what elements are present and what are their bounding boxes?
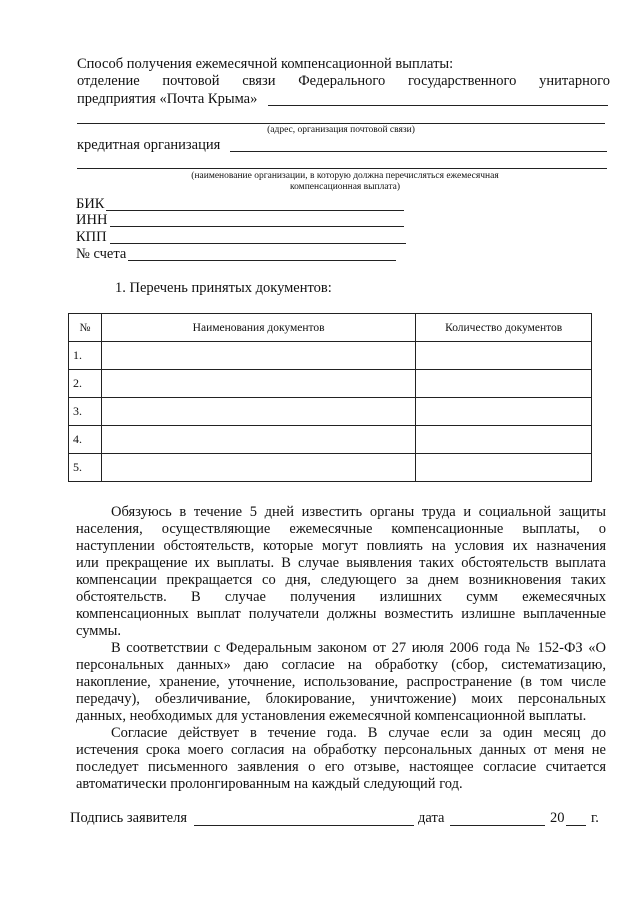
doc-count-cell[interactable] xyxy=(416,370,592,398)
obligation-line: Обязуюсь в течение 5 дней известить органы труда и социальной защиты xyxy=(111,504,606,520)
doc-count-cell[interactable] xyxy=(416,342,592,370)
validity-line: автоматически пролонгированным на каждый следующий год. xyxy=(76,776,463,792)
table-row xyxy=(69,454,592,482)
credit-org-fill-line[interactable] xyxy=(230,151,607,152)
payment-heading: Способ получения ежемесячной компенсационной выплаты: xyxy=(77,56,454,72)
doc-count-cell[interactable] xyxy=(416,454,592,482)
obligation-line: компенсационных выплат получатели должны возместить излишне выплаченные xyxy=(76,606,606,622)
col-header-doc-count: Количество документов xyxy=(416,314,592,342)
col-header-doc-name: Наименования документов xyxy=(101,314,415,342)
row-number: 5. xyxy=(69,454,102,482)
signature-fill-line[interactable] xyxy=(194,825,414,826)
validity-line: Согласие действует в течение года. В случае если за один месяц до xyxy=(111,725,606,741)
table-row xyxy=(69,398,592,426)
credit-org-label: кредитная организация xyxy=(77,137,221,153)
kpp-label: КПП xyxy=(76,229,107,245)
post-word: Федерального xyxy=(298,73,386,89)
doc-name-cell[interactable] xyxy=(101,426,415,454)
credit-org-fill-line-2[interactable] xyxy=(77,168,607,169)
table-row xyxy=(69,370,592,398)
post-word: унитарного xyxy=(539,73,610,89)
doc-count-cell[interactable] xyxy=(416,426,592,454)
obligation-line: наступлении обстоятельств, которые могут повлиять на условия их назначения xyxy=(76,538,606,554)
post-office-line xyxy=(77,73,610,90)
validity-line: истечения срока моего согласия на обработку персональных данных от меня не xyxy=(76,742,606,758)
bik-fill-line[interactable] xyxy=(106,210,404,211)
inn-label: ИНН xyxy=(76,212,108,228)
post-office-name: предприятия «Почта Крыма» xyxy=(77,91,258,107)
year-suffix: г. xyxy=(591,810,599,826)
row-number: 1. xyxy=(69,342,102,370)
credit-caption-2: компенсационная выплата) xyxy=(289,182,400,192)
doc-name-cell[interactable] xyxy=(101,342,415,370)
documents-title: 1. Перечень принятых документов: xyxy=(115,280,332,296)
doc-name-cell[interactable] xyxy=(101,370,415,398)
inn-fill-line[interactable] xyxy=(110,226,404,227)
doc-name-cell[interactable] xyxy=(101,398,415,426)
account-label: № счета xyxy=(76,246,127,262)
post-word: отделение xyxy=(77,73,140,89)
post-word: связи xyxy=(242,73,276,89)
obligation-line: населения, осуществляющие ежемесячные компенсационные выплаты, о xyxy=(76,521,606,537)
post-address-fill-line[interactable] xyxy=(77,123,605,124)
bik-label: БИК xyxy=(76,196,105,212)
obligation-line: или прекращение их выплаты. В случае выявления таких обстоятельств выплата xyxy=(76,555,606,571)
year-fill-line[interactable] xyxy=(566,825,586,826)
date-label: дата xyxy=(418,810,445,826)
kpp-fill-line[interactable] xyxy=(110,243,406,244)
table-row xyxy=(69,426,592,454)
post-word: почтовой xyxy=(162,73,220,89)
consent-line: данных, необходимых для установления ежемесячной компенсационной выплаты. xyxy=(76,708,587,724)
credit-caption-1: (наименование организации, в которую должна перечисляться ежемесячная xyxy=(191,171,499,181)
post-caption: (адрес, организация почтовой связи) xyxy=(267,125,415,135)
year-prefix: 20 xyxy=(550,810,565,826)
doc-name-cell[interactable] xyxy=(101,454,415,482)
row-number: 3. xyxy=(69,398,102,426)
consent-line: накопление, хранение, уточнение, использование, распространение (в том числе xyxy=(76,674,606,690)
consent-line: персональных данных» даю согласие на обработку (сбор, систематизацию, xyxy=(76,657,606,673)
obligation-line: обстоятельств. В случае получения излишних сумм ежемесячных xyxy=(76,589,606,605)
validity-line: последует письменного заявления о его отзыве, настоящее согласие считается xyxy=(76,759,606,775)
consent-line: передачу), обезличивание, блокирование, уничтожение) моих персональных xyxy=(76,691,606,707)
obligation-line: суммы. xyxy=(76,623,122,639)
table-row xyxy=(69,342,592,370)
row-number: 4. xyxy=(69,426,102,454)
table-header-row xyxy=(69,314,592,342)
documents-table xyxy=(68,313,592,482)
account-fill-line[interactable] xyxy=(128,260,396,261)
signature-label: Подпись заявителя xyxy=(70,810,187,826)
row-number: 2. xyxy=(69,370,102,398)
col-header-number: № xyxy=(69,314,102,342)
post-office-fill-line[interactable] xyxy=(268,105,608,106)
post-word: государственного xyxy=(407,73,517,89)
consent-line: В соответствии с Федеральным законом от 27 июля 2006 года № 152-ФЗ «О xyxy=(111,640,606,656)
obligation-line: компенсации прекращается со дня, следующего за днем возникновения таких xyxy=(76,572,606,588)
date-fill-line[interactable] xyxy=(450,825,545,826)
doc-count-cell[interactable] xyxy=(416,398,592,426)
